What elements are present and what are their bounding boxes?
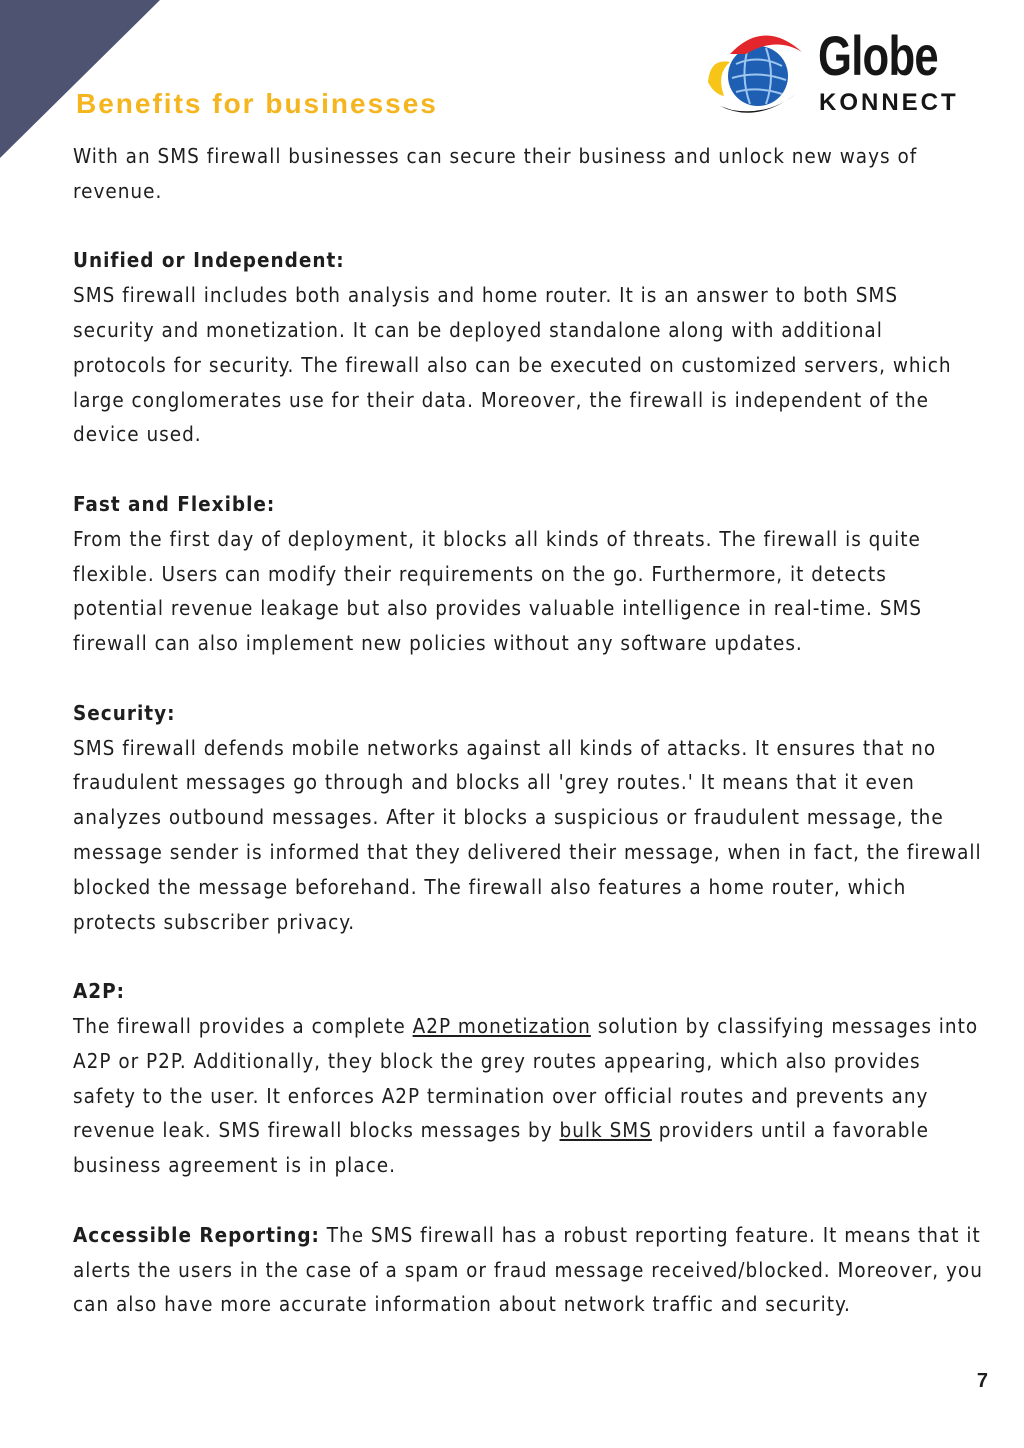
body-text: The firewall provides a complete [73, 1013, 413, 1038]
document-body [73, 139, 983, 1357]
page-title: Benefits for businesses [76, 88, 438, 119]
section-heading: A2P: [73, 979, 125, 1004]
body-text: providers until a favorable business agreement is in place. [73, 1118, 929, 1178]
bulk-sms-link[interactable]: bulk SMS [559, 1118, 652, 1143]
section-body: From the first day of deployment, it blocks all kinds of threats. The firewall is quite flexible. Users can modify their requirements on the go. Furthermore, it detects potential revenue leakage but also provides valuable intelligence in real-time. SMS firewall can also implement new policies without any software updates. [73, 526, 923, 656]
globe-swoosh-icon [706, 24, 808, 124]
section-body: SMS firewall includes both analysis and home router. It is an answer to both SMS security and monetization. It can be deployed standalone along with additional protocols for security. The firewall also can be executed on customized servers, which large conglomerates use for their data. Moreover, the firewall is independent of the device used. [73, 283, 952, 447]
body-text: solution by classifying messages into A2P or P2P. Additionally, they block the grey routes appearing, which also provides safety to the user. It enforces A2P termination over official routes and prevents any revenue leak. SMS firewall blocks messages by [73, 1013, 979, 1143]
section-fast-flexible [73, 487, 983, 661]
section-security [73, 696, 983, 940]
section-reporting [73, 1218, 983, 1322]
a2p-monetization-link[interactable]: A2P monetization [412, 1013, 591, 1038]
section-heading: Fast and Flexible: [73, 491, 276, 516]
globe-konnect-logo [706, 24, 981, 124]
section-body: SMS firewall defends mobile networks against all kinds of attacks. It ensures that no fraudulent messages go through and blocks all 'grey routes.' It means that it even analyzes outbound messages. After it blocks a suspicious or fraudulent message, the message sender is informed that they delivered their message, when in fact, the firewall blocked the message beforehand. The firewall also features a home router, which protects subscriber privacy. [73, 735, 982, 934]
logo-subtitle: KONNECT [819, 89, 959, 116]
section-body: The SMS firewall has a robust reporting feature. It means that it alerts the users in the case of a spam or fraud message received/blocked. Moreover, you can also have more accurate information about network traffic and security. [73, 1222, 983, 1317]
section-heading: Unified or Independent: [73, 248, 345, 273]
section-unified [73, 243, 983, 452]
logo-wordmark: Globe [818, 24, 938, 87]
section-body [73, 1009, 983, 1183]
intro-paragraph: With an SMS firewall businesses can secure their business and unlock new ways of revenue. [73, 144, 918, 203]
corner-triangle-decoration [0, 0, 160, 158]
section-heading: Accessible Reporting: [73, 1222, 320, 1247]
section-a2p [73, 974, 983, 1183]
page-number: 7 [976, 1370, 988, 1392]
section-heading: Security: [73, 700, 176, 725]
